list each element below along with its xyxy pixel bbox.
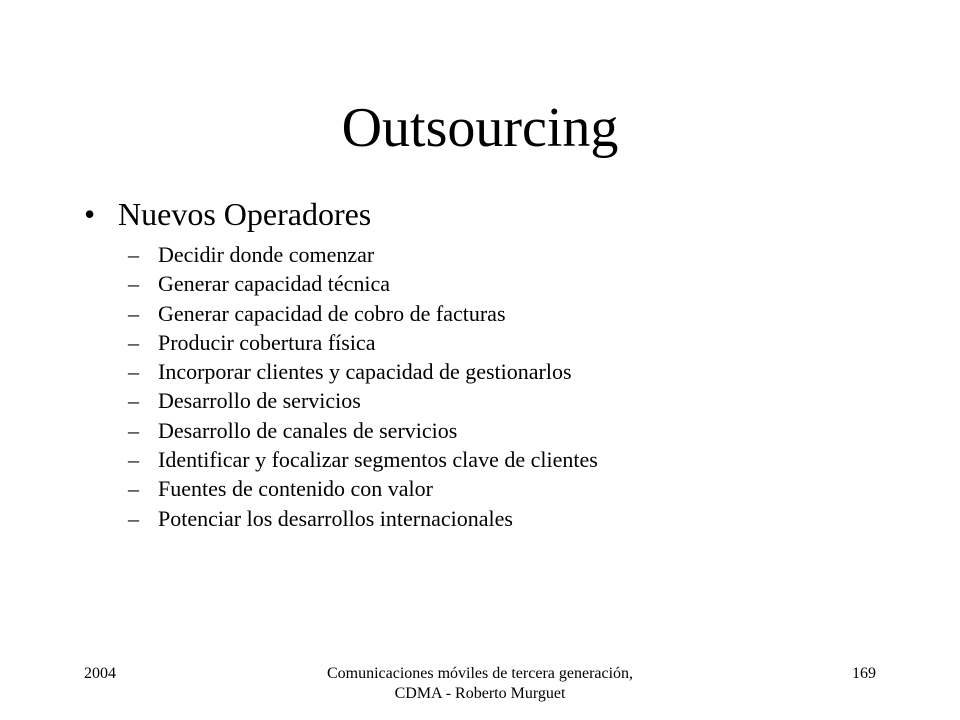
dash-marker: – [128,417,139,443]
dash-marker: – [128,271,139,297]
main-bullet-text: Nuevos Operadores [118,196,372,232]
sub-bullet-text: Generar capacidad de cobro de facturas [158,300,506,326]
dash-marker: – [128,329,139,355]
sub-bullet-text: Desarrollo de canales de servicios [158,417,458,443]
sub-bullet-item [128,504,598,533]
sub-bullet-text: Generar capacidad técnica [158,271,391,297]
sub-bullet-text: Desarrollo de servicios [158,388,361,414]
sub-bullet-text: Producir cobertura física [158,329,376,355]
slide-title: Outsourcing [341,97,619,159]
footer-caption: Comunicaciones móviles de tercera generación, CDMA - Roberto Murguet [326,665,634,702]
sub-bullet-text: Decidir donde comenzar [158,242,375,267]
dash-marker: – [128,447,139,473]
sub-bullet-item [128,386,598,415]
dash-marker: – [128,359,139,385]
sub-bullet-item [128,416,598,445]
dash-marker: – [128,476,139,502]
footer-page-number: 169 [852,665,876,682]
sub-bullet-list [128,240,598,533]
sub-bullet-item [128,474,598,503]
sub-bullet-item [128,357,598,386]
sub-bullet-item [128,269,598,298]
sub-bullet-text: Potenciar los desarrollos internacionales [158,505,513,531]
dash-marker: – [128,300,139,326]
bullet-marker: • [84,196,96,232]
sub-bullet-text: Fuentes de contenido con valor [158,476,433,502]
sub-bullet-item [128,445,598,474]
dash-marker: – [128,388,139,414]
sub-bullet-item [128,240,598,269]
dash-marker: – [128,242,139,267]
sub-bullet-item [128,328,598,357]
sub-bullet-text: Identificar y focalizar segmentos clave de clientes [158,447,598,473]
dash-marker: – [128,505,139,531]
sub-bullet-item [128,299,598,328]
footer-year: 2004 [84,665,116,682]
main-bullet [84,194,371,234]
sub-bullet-text: Incorporar clientes y capacidad de gestionarlos [158,359,572,385]
